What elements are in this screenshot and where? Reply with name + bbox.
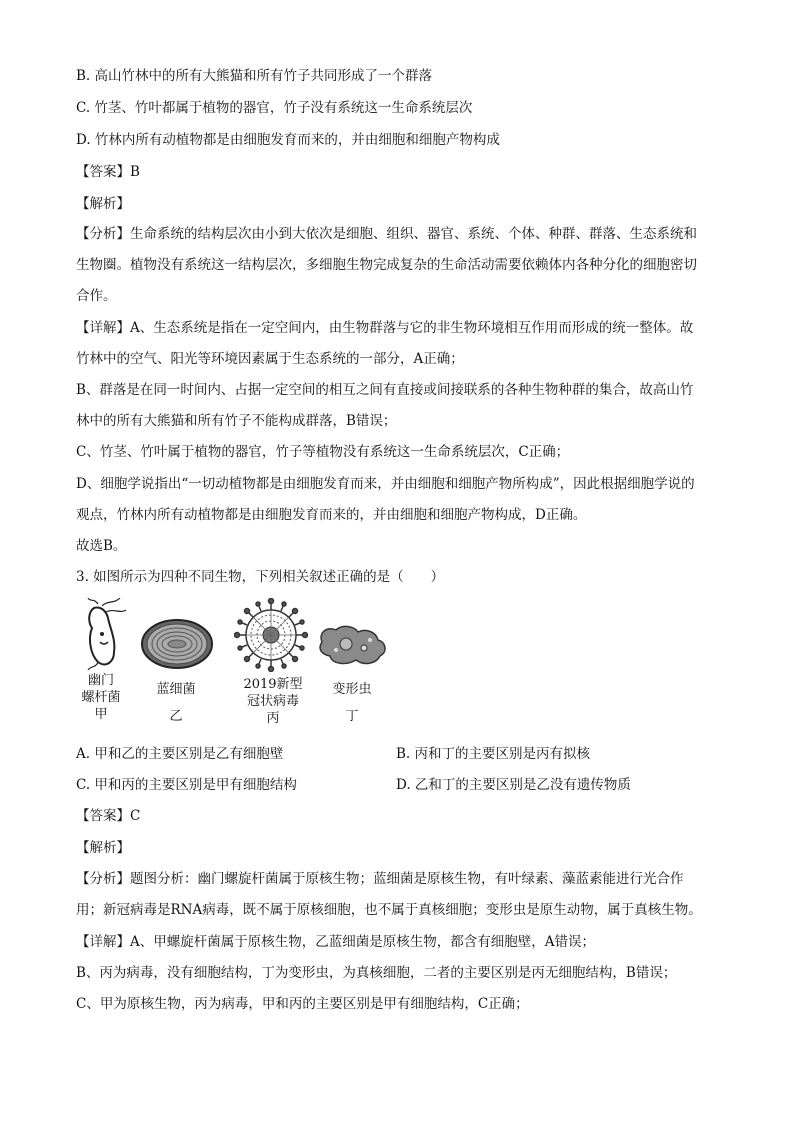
caption-coronavirus bbox=[236, 676, 310, 727]
text-line: 【解析】 bbox=[76, 196, 130, 212]
text-line: 【分析】生命系统的结构层次由小到大依次是细胞、组织、器官、系统、个体、种群、群落、生态系统和 bbox=[76, 226, 697, 242]
caption-line: 螺杆菌 bbox=[81, 690, 121, 705]
label-bing: 丙 bbox=[266, 711, 280, 726]
text-line: 用；新冠病毒是RNA病毒，既不属于原核细胞，也不属于真核细胞；变形虫是原生动物，属于真核生物。 bbox=[76, 902, 702, 918]
text-line: B、丙为病毒，没有细胞结构，丁为变形虫，为真核细胞，二者的主要区别是丙无细胞结构，B错误； bbox=[76, 965, 677, 981]
option-c: C. 甲和丙的主要区别是甲有细胞结构 bbox=[76, 777, 297, 793]
text-line: 【详解】A、甲螺旋杆菌属于原核生物，乙蓝细菌是原核生物，都含有细胞壁，A错误； bbox=[76, 934, 595, 950]
option-d: D. 乙和丁的主要区别是乙没有遗传物质 bbox=[396, 777, 631, 793]
text-line: 观点，竹林内所有动植物都是由细胞发育而来的，并由细胞和细胞产物构成，D正确。 bbox=[76, 507, 587, 523]
text-line: B、群落是在同一时间内、占据一定空间的相互之间有直接或间接联系的各种生物种群的集合，故高山竹 bbox=[76, 382, 694, 398]
caption-line: 蓝细菌 bbox=[156, 682, 196, 697]
cyanobacteria-image bbox=[140, 618, 214, 670]
text-line: 故选B。 bbox=[76, 538, 127, 554]
text-line: 竹林中的空气、阳光等环境因素属于生态系统的一部分，A正确； bbox=[76, 351, 464, 367]
caption-line: 2019新型 bbox=[243, 677, 303, 692]
text-line: 合作。 bbox=[76, 288, 117, 304]
text-line: C. 竹茎、竹叶都属于植物的器官，竹子没有系统这一生命系统层次 bbox=[76, 100, 473, 116]
text-line: 【解析】 bbox=[76, 840, 130, 856]
label-jia: 甲 bbox=[94, 707, 108, 722]
text-line: 【详解】A、生态系统是指在一定空间内，由生物群落与它的非生物环境相互作用而形成的统一整体。故 bbox=[76, 320, 694, 336]
label-ding: 丁 bbox=[345, 709, 359, 724]
helicobacter-image bbox=[80, 598, 132, 670]
caption-amoeba bbox=[322, 681, 382, 725]
caption-cyanobacteria bbox=[146, 681, 206, 725]
text-line: D、细胞学说指出“一切动植物都是由细胞发育而来，并由细胞和细胞产物所构成”，因此根据细胞学说的 bbox=[76, 476, 695, 492]
text-line: 【分析】题图分析：幽门螺旋杆菌属于原核生物；蓝细菌是原核生物，有叶绿素、藻蓝素能进行光合作 bbox=[76, 871, 684, 887]
text-line: C、竹茎、竹叶属于植物的器官，竹子等植物没有系统这一生命系统层次，C正确； bbox=[76, 444, 570, 460]
text-line: 林中的所有大熊猫和所有竹子不能构成群落，B错误； bbox=[76, 413, 397, 429]
option-b: B. 丙和丁的主要区别是丙有拟核 bbox=[396, 746, 591, 762]
caption-helicobacter bbox=[76, 672, 126, 723]
coronavirus-image bbox=[234, 598, 308, 672]
caption-line: 幽门 bbox=[87, 673, 114, 688]
option-a: A. 甲和乙的主要区别是乙有细胞壁 bbox=[76, 746, 284, 762]
text-line: C、甲为原核生物，丙为病毒，甲和丙的主要区别是甲有细胞结构，C正确； bbox=[76, 996, 529, 1012]
text-line: 3. 如图所示为四种不同生物，下列相关叙述正确的是（ ） bbox=[76, 569, 445, 585]
amoeba-image bbox=[316, 622, 390, 668]
text-line: 【答案】B bbox=[76, 164, 140, 180]
text-line: B. 高山竹林中的所有大熊猫和所有竹子共同形成了一个群落 bbox=[76, 68, 433, 84]
text-line: D. 竹林内所有动植物都是由细胞发育而来的，并由细胞和细胞产物构成 bbox=[76, 132, 500, 148]
caption-line: 冠状病毒 bbox=[246, 694, 299, 709]
text-line: 生物圈。植物没有系统这一结构层次，多细胞生物完成复杂的生命活动需要依赖体内各种分化的细胞密切 bbox=[76, 257, 697, 273]
label-yi: 乙 bbox=[169, 709, 183, 724]
text-line: 【答案】C bbox=[76, 808, 141, 824]
caption-line: 变形虫 bbox=[332, 682, 372, 697]
